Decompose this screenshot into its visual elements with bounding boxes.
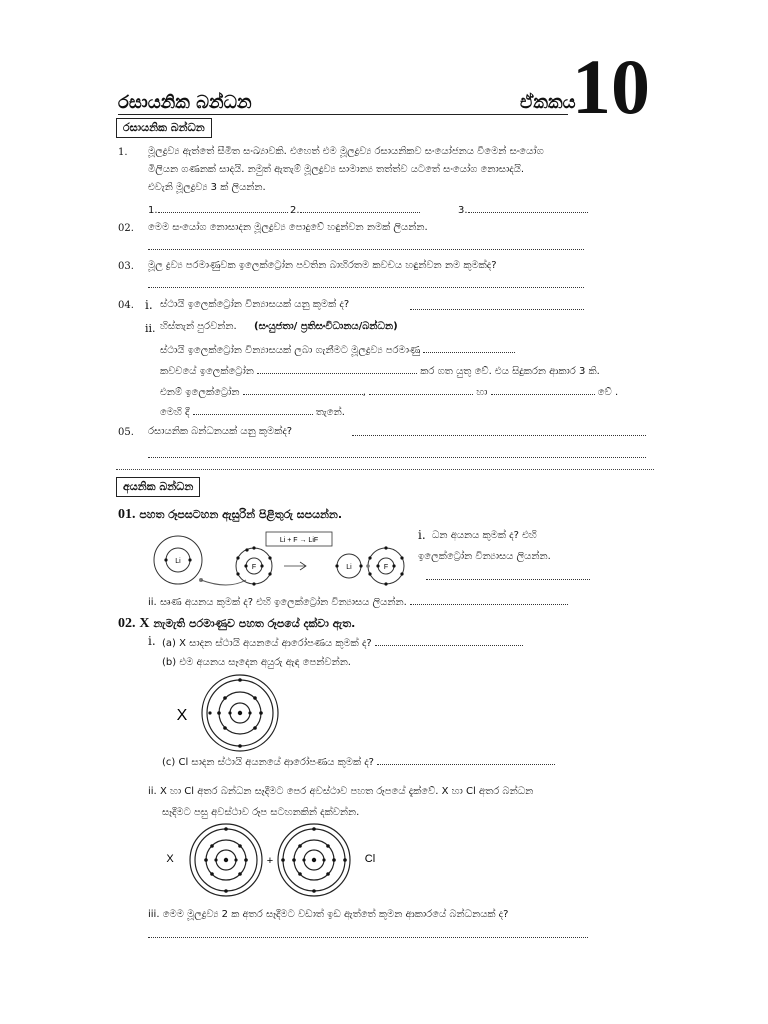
fill-line-2: කවචයේ ඉලෙක්ට්‍රෝන කර ගත යුතු වේ. එය සිදුකරන ආකාර 3 කි. (160, 366, 600, 377)
question-5-text: රසායනික බන්ධනයක් යනු කුමක්ද? (148, 426, 293, 437)
x-label: X (166, 853, 174, 865)
section-divider (116, 469, 654, 470)
question-5-number: 05. (118, 427, 134, 438)
plus-sign: + (266, 855, 274, 867)
ionic-q2-b: (b) එම අයනය සෑදෙන අයුරු ඇඳ පෙන්වන්න. (162, 657, 351, 668)
answer-line-2[interactable] (148, 249, 584, 250)
question-1-number: 1. (118, 147, 128, 158)
fill-line-3: එනම් ඉලෙක්ට්‍රෝන , හා වේ . (160, 387, 619, 398)
li-label: Li (175, 558, 181, 565)
section-box-ionic-bonds: අයනික බන්ධන (116, 477, 200, 497)
x2-nucleus (224, 858, 228, 862)
ionic-q2-heading: 02. X නැමැති පරමාණුව පහත රූපයේ දක්වා ඇත. (118, 616, 356, 631)
ionic-q1-heading: 01. පහත රූපසටහන ඇසුරින් පිළිතුරු සපයන්න. (118, 507, 343, 522)
question-3-text: මූල ද්‍රව්‍ය පරමාණුවක ඉලෙක්ට්‍රෝන පවතින බාහිරතම කවචය හඳුන්වන නම කුමක්ද? (148, 260, 497, 271)
ionic-q2-ii-line-1: ii. X හා Cl අතර බන්ධන සෑදීමට පෙර අවස්ථාව පහත රූපයේ දැක්වේ. X හා Cl අතර බන්ධන (148, 786, 534, 797)
answer-line-5b[interactable] (148, 457, 646, 458)
answer-line-4i[interactable] (410, 309, 584, 310)
question-4-hint: (සංයුජතා/ ප්‍රතිසංවිධානය/බන්ධන) (254, 321, 398, 332)
question-4-ii-label: ii. (145, 322, 156, 335)
fill-line-4: මෙහි දී තැනේ. (160, 407, 345, 418)
page-title: රසායනික බන්ධන (118, 92, 252, 113)
equation-text: Li + F → LiF (279, 537, 319, 544)
fill-line-1: ස්ථායි ඉලෙක්ට්‍රෝන වින්‍යාසයක් ලබා ගැනීමට මූලද්‍රව්‍ය පරමාණු (160, 344, 515, 356)
li-f-diagram (148, 526, 418, 594)
li-electron (164, 558, 167, 561)
ionic-q1-i-label: i. (418, 528, 426, 542)
question-4-number: 04. (118, 300, 134, 311)
cl-label: Cl (364, 853, 376, 865)
x-electrons (208, 678, 262, 748)
cl-nucleus (312, 858, 316, 862)
answer-line-5a[interactable] (352, 435, 646, 436)
question-1-line-1: මූලද්‍රව්‍ය ඇත්තේ සීමිත සංඛ්‍යාවකි. එහෙත් එම මූලද්‍රව්‍ය රසායනිකව සංයෝජනය වීමෙන් සංයෝග (148, 146, 544, 157)
x-cl-diagram (160, 822, 400, 902)
ionic-q1-i-line-1: ධන අයනය කුමක් ද? එහි (432, 530, 537, 541)
x-atom-diagram (168, 672, 308, 754)
question-2-number: 02. (118, 223, 134, 234)
ionic-q2-c: (c) Cl සාදන ස්ථායි අයනයේ ආරෝපණය කුමක් ද? (162, 756, 555, 768)
question-2-text: මෙම සංයෝග නොසාදන මූලද්‍රව්‍ය පොදුවේ හඳුන්වන නමක් ලියන්න. (148, 222, 428, 233)
question-4-i-label: i. (145, 298, 153, 312)
unit-number: 10 (572, 43, 650, 130)
ionic-q2-a: (a) X සාදන ස්ථායි අයනයේ ආරෝපණය කුමක් ද? (162, 637, 523, 649)
ionic-q1-ii: ii. සෘණ අයනය කුමක් ද? එහි ඉලෙක්ට්‍රෝන වින්‍යාසය ලියන්න. (148, 596, 568, 608)
question-4-i-text: ස්ථායි ඉලෙක්ට්‍රෝන වින්‍යාසයක් යනු කුමක් ද? (160, 299, 350, 310)
blank-1[interactable]: 1. (148, 204, 288, 216)
ionic-q2-i-label: i. (148, 634, 156, 648)
question-3-number: 03. (118, 261, 134, 272)
answer-line-3[interactable] (148, 287, 584, 288)
section-box-chemical-bonds: රසායනික බන්ධන (116, 118, 212, 138)
question-1-line-3: එවැනි මූලද්‍රව්‍ය 3 ක් ලියන්න. (148, 182, 266, 193)
x-nucleus (238, 711, 242, 715)
f-ion-label: F (383, 564, 389, 571)
reaction-arrow (284, 562, 306, 570)
ionic-q1-i-line-2: ඉලෙක්ට්‍රෝන වින්‍යාසය ලියන්න. (418, 551, 551, 562)
question-1-line-2: මිලියන ගණනක් සාදයි. නමුත් ඇතැම් මූලද්‍රව්‍ය සාමාන්‍ය තත්ත්ව යටතේ සංයෝග නොසාදයි. (148, 164, 525, 175)
x-atom-label: X (176, 707, 188, 724)
unit-label: ඒකකය (520, 92, 576, 113)
question-4-ii-text: හිස්තැන් පුරවන්න. (160, 321, 237, 332)
ionic-q2-ii-line-2: සෑදීමට පසු අවස්ථාව රූප සටහනකින් දක්වන්න. (162, 807, 360, 818)
answer-line-ionic-1i[interactable] (426, 579, 590, 580)
f-label: F (251, 564, 257, 571)
transfer-arrow (201, 580, 246, 585)
blank-2[interactable]: 2. (290, 204, 420, 216)
li-electron (188, 558, 191, 561)
ionic-q2-iii: iii. මෙම මූලද්‍රව්‍ය 2 ක අතර සෑදීමට වඩාත් ඉඩ ඇත්තේ කුමන ආකාරයේ බන්ධනයක් ද? (148, 909, 509, 920)
answer-line-ionic-2iii[interactable] (148, 937, 588, 938)
blank-3[interactable]: 3. (458, 204, 588, 216)
li-ion-label: Li (346, 564, 352, 571)
title-rule (118, 114, 568, 115)
